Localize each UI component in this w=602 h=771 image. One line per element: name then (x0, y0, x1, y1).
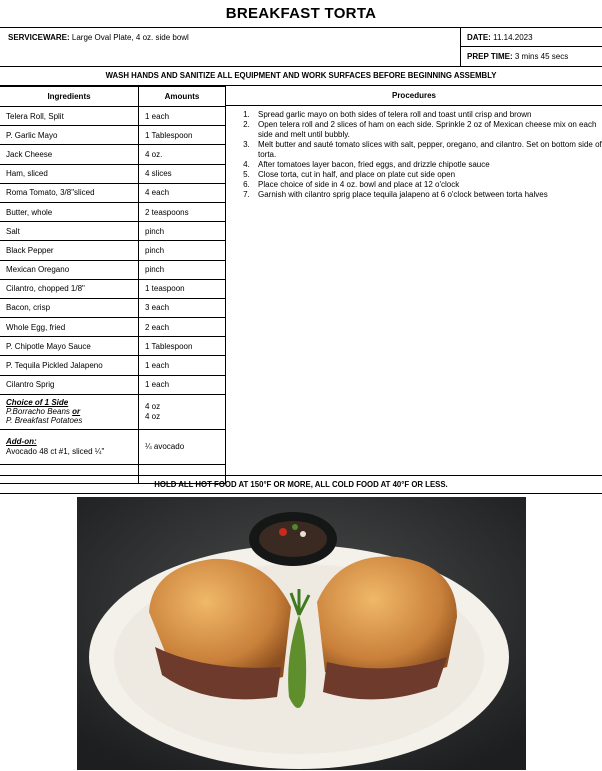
amount-cell: pinch (139, 222, 226, 241)
amount-cell: pinch (139, 260, 226, 279)
table-row (0, 337, 226, 356)
table-row (0, 318, 226, 337)
side-or-label: or (72, 407, 81, 417)
table-row (0, 222, 226, 241)
recipe-body (0, 86, 602, 476)
procedure-step: 4. After tomatoes layer bacon, fried eggs, and drizzle chipotle sauce (252, 160, 602, 170)
prep-time-label: PREP TIME: (467, 52, 513, 61)
info-header (0, 28, 602, 67)
ingredient-cell: Butter, whole (0, 202, 139, 221)
table-row (0, 164, 226, 183)
ingredient-cell: P. Chipotle Mayo Sauce (0, 337, 139, 356)
date-row (461, 28, 602, 47)
amount-cell: 4 oz. (139, 145, 226, 164)
procedures-panel (226, 86, 602, 475)
amount-cell: 1 each (139, 375, 226, 394)
ingredients-header: Ingredients (0, 87, 139, 107)
table-row (0, 279, 226, 298)
amount-cell: 3 each (139, 298, 226, 317)
amount-cell: 1 Tablespoon (139, 126, 226, 145)
side-choice-heading: Choice of 1 Side (6, 398, 69, 408)
ingredient-cell: Roma Tomato, 3/8"sliced (0, 183, 139, 202)
ingredients-table (0, 86, 226, 484)
page-title: BREAKFAST TORTA (0, 0, 602, 28)
table-row (0, 356, 226, 375)
addon-heading: Add-on: (6, 436, 37, 446)
side-choice-row (0, 394, 226, 429)
ingredient-cell: Jack Cheese (0, 145, 139, 164)
amount-cell: 1 Tablespoon (139, 337, 226, 356)
procedure-step: 1. Spread garlic mayo on both sides of telera roll and toast until crisp and brown (252, 110, 602, 120)
ingredient-cell: Cilantro Sprig (0, 375, 139, 394)
table-header-row (0, 87, 226, 107)
table-row (0, 298, 226, 317)
side-amount-cell (139, 394, 226, 429)
amount-cell: 4 each (139, 183, 226, 202)
serviceware-value: Large Oval Plate, 4 oz. side bowl (71, 33, 189, 42)
addon-item: Avocado 48 ct #1, sliced ¼" (6, 446, 105, 456)
amount-cell: 1 each (139, 356, 226, 375)
procedure-step: 5. Close torta, cut in half, and place on plate cut side open (252, 170, 602, 180)
table-row (0, 241, 226, 260)
procedures-list (226, 110, 602, 200)
cheese-garnish (300, 531, 306, 537)
addon-cell (0, 429, 139, 464)
ingredient-cell: Black Pepper (0, 241, 139, 260)
side-choice-cell (0, 394, 139, 429)
ingredient-cell: Ham, sliced (0, 164, 139, 183)
date-value: 11.14.2023 (493, 33, 533, 42)
table-row (0, 202, 226, 221)
addon-amount: ¼ avocado (139, 429, 226, 464)
ingredient-cell: Telera Roll, Split (0, 107, 139, 126)
procedure-step: 2. Open telera roll and 2 slices of ham on each side. Sprinkle 2 oz of Mexican cheese mix on each side and melt until bubbly. (252, 120, 602, 140)
amount-cell: 2 each (139, 318, 226, 337)
ingredient-cell: Salt (0, 222, 139, 241)
torta-photo (77, 497, 526, 770)
ingredient-cell: Bacon, crisp (0, 298, 139, 317)
ingredient-cell: Mexican Oregano (0, 260, 139, 279)
torta-illustration (77, 497, 526, 770)
addon-row (0, 429, 226, 464)
prep-time-value: 3 mins 45 secs (514, 52, 569, 61)
prep-time-row (461, 47, 602, 66)
table-row (0, 183, 226, 202)
serviceware-cell (0, 28, 461, 66)
table-row (0, 375, 226, 394)
ingredient-cell: Cilantro, chopped 1/8" (0, 279, 139, 298)
empty-cell (0, 464, 139, 483)
serviceware-label: SERVICEWARE: (8, 33, 70, 42)
pico-garnish (279, 528, 287, 536)
side-amount-2: 4 oz (145, 411, 161, 421)
ingredient-cell: P. Tequila Pickled Jalapeno (0, 356, 139, 375)
table-row (0, 107, 226, 126)
side-option-potatoes: P. Breakfast Potatoes (6, 416, 83, 426)
date-label: DATE: (467, 33, 491, 42)
food-temperature-banner: HOLD ALL HOT FOOD AT 150°F OR MORE, ALL COLD FOOD AT 40°F OR LESS. (0, 476, 602, 494)
amount-cell: 4 slices (139, 164, 226, 183)
procedure-step: 7. Garnish with cilantro sprig place tequila jalapeno at 6 o'clock between torta halves (252, 190, 602, 200)
meta-cell (461, 28, 602, 66)
amount-cell: pinch (139, 241, 226, 260)
ingredient-cell: Whole Egg, fried (0, 318, 139, 337)
right-torta-half (317, 557, 457, 679)
amount-cell: 2 teaspoons (139, 202, 226, 221)
table-row (0, 145, 226, 164)
amount-cell: 1 each (139, 107, 226, 126)
procedures-header: Procedures (226, 86, 602, 106)
side-option-beans: P.Borracho Beans (6, 407, 70, 417)
procedure-step: 6. Place choice of side in 4 oz. bowl and place at 12 o'clock (252, 180, 602, 190)
table-row (0, 260, 226, 279)
table-row (0, 126, 226, 145)
side-amount-1: 4 oz (145, 401, 161, 411)
amount-cell: 1 teaspoon (139, 279, 226, 298)
procedure-step: 3. Melt butter and sauté tomato slices with salt, pepper, oregano, and cilantro. Set on bottom side of torta. (252, 140, 602, 160)
herb-garnish (292, 524, 298, 530)
amounts-header: Amounts (139, 87, 226, 107)
ingredient-cell: P. Garlic Mayo (0, 126, 139, 145)
sanitize-banner: WASH HANDS AND SANITIZE ALL EQUIPMENT AND WORK SURFACES BEFORE BEGINNING ASSEMBLY (0, 67, 602, 86)
